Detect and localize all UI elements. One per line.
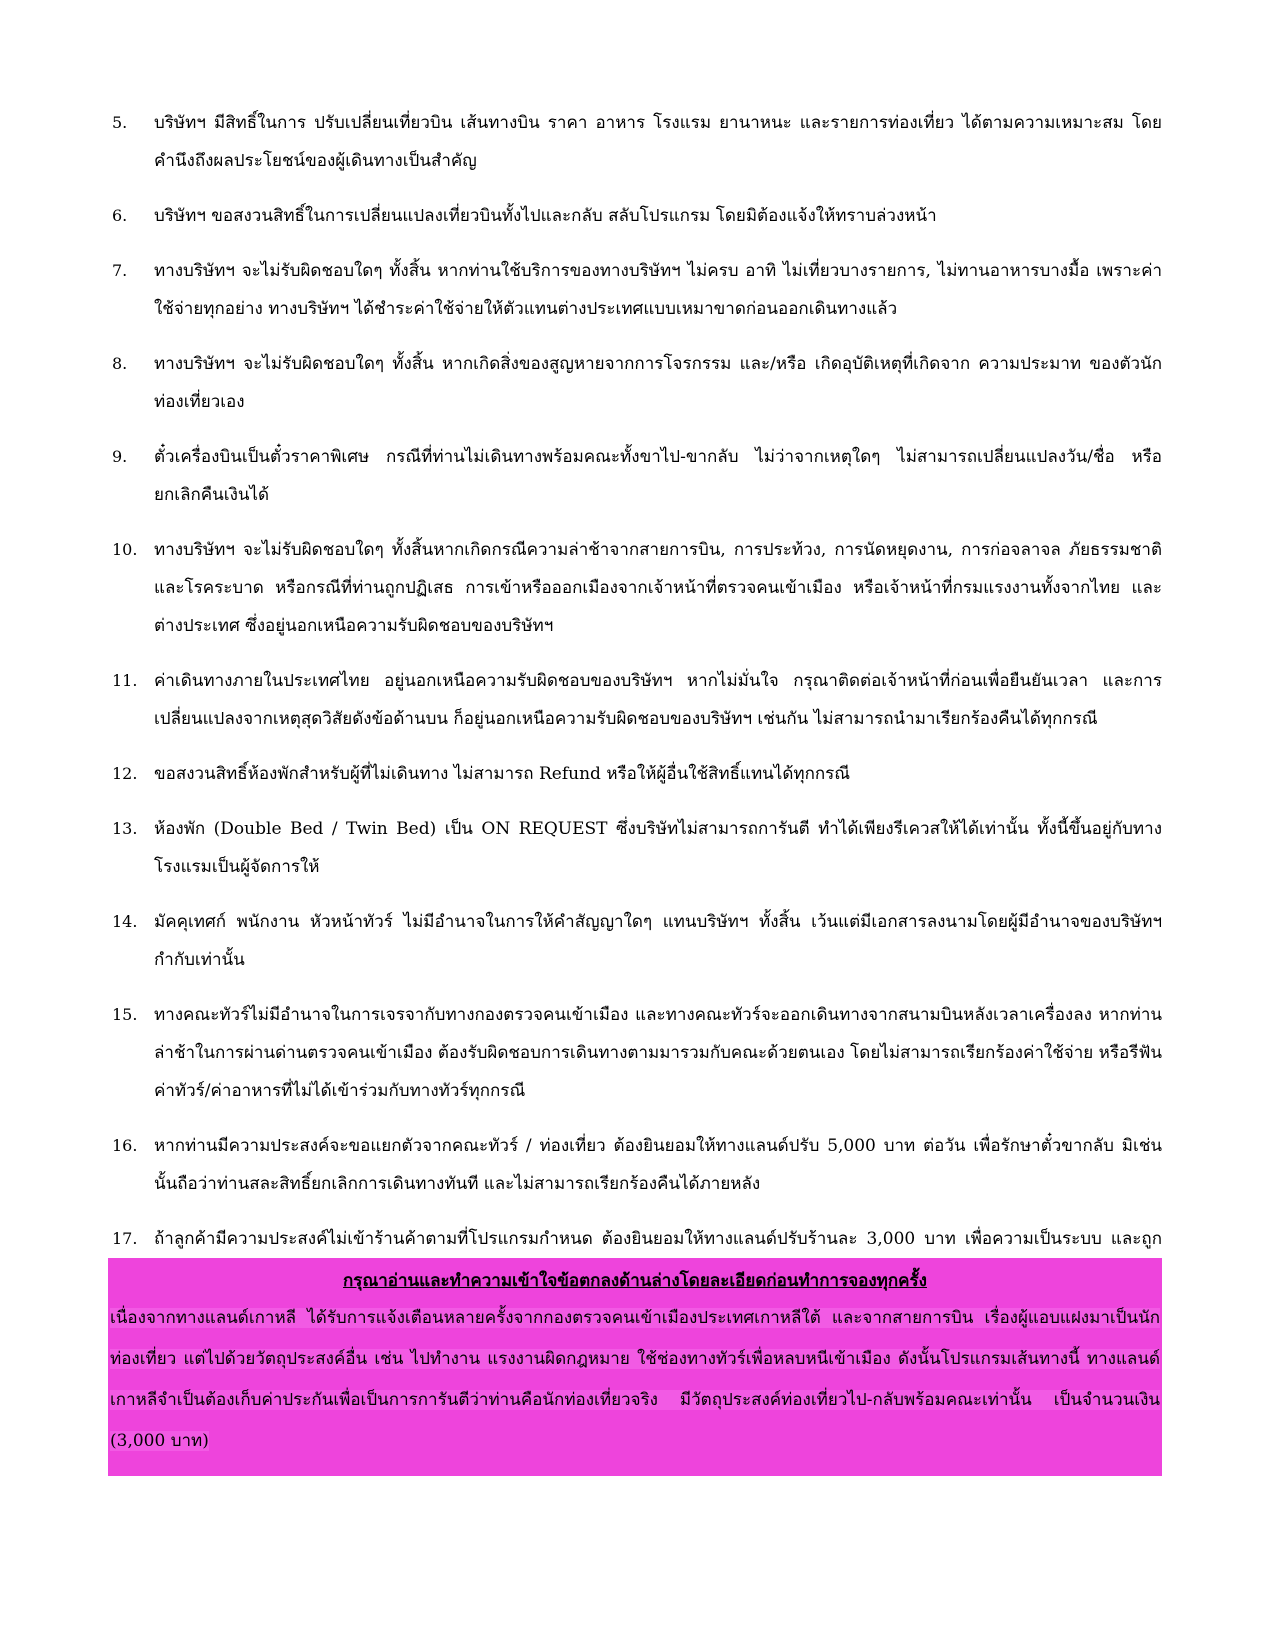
term-number: 6. <box>112 206 128 225</box>
term-text: มัคคุเทศก์ พนักงาน หัวหน้าทัวร์ ไม่มีอำนาจในการให้คำสัญญาใดๆ แทนบริษัทฯ ทั้งสิ้น เว้นแต่มีเอกสารลงนามโดยผู้มีอำนาจของบริษัทฯ กำกับเท่านั้น <box>154 912 1162 970</box>
term-item <box>112 996 1162 1110</box>
term-number: 8. <box>112 354 128 373</box>
term-item <box>112 104 1162 180</box>
term-item <box>112 810 1162 886</box>
term-number: 14. <box>112 912 138 931</box>
notice-body <box>110 1298 1160 1462</box>
term-item <box>112 755 1162 793</box>
term-text: ทางบริษัทฯ จะไม่รับผิดชอบใดๆ ทั้งสิ้น หากท่านใช้บริการของทางบริษัทฯ ไม่ครบ อาทิ ไม่เที่ยวบางรายการ, ไม่ทานอาหารบางมื้อ เพราะค่าใช้จ่ายทุกอย่าง ทางบริษัทฯ ได้ชำระค่าใช้จ่ายให้ตัวแทนต่างประเทศแบบเหมาขาดก่อนออกเดินทางแล้ว <box>154 261 1162 319</box>
term-item <box>112 197 1162 235</box>
term-item <box>112 531 1162 645</box>
term-number: 7. <box>112 261 128 280</box>
term-text: บริษัทฯ มีสิทธิ์ในการ ปรับเปลี่ยนเที่ยวบิน เส้นทางบิน ราคา อาหาร โรงแรม ยานาหนะ และรายการท่องเที่ยว ได้ตามความเหมาะสม โดยคำนึงถึงผลประโยชน์ของผู้เดินทางเป็นสำคัญ <box>154 113 1162 171</box>
term-text: ถ้าลูกค้ามีความประสงค์ไม่เข้าร้านค้าตามที่โปรแกรมกำหนด ต้องยินยอมให้ทางแลนด์ปรับร้านละ 3,000 บาท เพื่อความเป็นระบบ และถูก <box>154 1229 1162 1249</box>
term-text: ทางบริษัทฯ จะไม่รับผิดชอบใดๆ ทั้งสิ้นหากเกิดกรณีความล่าช้าจากสายการบิน, การประท้วง, การนัดหยุดงาน, การก่อจลาจล ภัยธรรมชาติ และโรคระบาด หรือกรณีที่ท่านถูกปฏิเสธ การเข้าหรือออกเมืองจากเจ้าหน้าที่ตรวจคนเข้าเมือง หรือเจ้าหน้าที่กรมแรงงานทั้งจากไทย และต่างประเทศ ซึ่งอยู่นอกเหนือความรับผิดชอบของบริษัทฯ <box>154 540 1162 636</box>
term-text: ตั๋วเครื่องบินเป็นตั๋วราคาพิเศษ กรณีที่ท่านไม่เดินทางพร้อมคณะทั้งขาไป-ขากลับ ไม่ว่าจากเหตุใดๆ ไม่สามารถเปลี่ยนแปลงวัน/ชื่อ หรือยกเลิกคืนเงินได้ <box>154 447 1162 505</box>
term-text: หากท่านมีความประสงค์จะขอแยกตัวจากคณะทัวร์ / ท่องเที่ยว ต้องยินยอมให้ทางแลนด์ปรับ 5,000 บาท ต่อวัน เพื่อรักษาตั๋วขากลับ มิเช่นนั้นถือว่าท่านสละสิทธิ์ยกเลิกการเดินทางทันที และไม่สามารถเรียกร้องคืนได้ภายหลัง <box>154 1136 1162 1194</box>
term-item <box>112 662 1162 738</box>
term-number: 9. <box>112 447 128 466</box>
notice-body-text: เนื่องจากทางแลนด์เกาหลี ได้รับการแจ้งเตือนหลายครั้งจากกองตรวจคนเข้าเมืองประเทศเกาหลีใต้ และจากสายการบิน เรื่องผู้แอบแฝงมาเป็นนักท่องเที่ยว แต่ไปด้วยวัตถุประสงค์อื่น เช่น ไปทำงาน แรงงานผิดกฎหมาย ใช้ช่องทางทัวร์เพื่อหลบหนีเข้าเมือง ดังนั้นโปรแกรมเส้นทางนี้ ทางแลนด์เกาหลีจำเป็นต้องเก็บค่าประกันเพื่อเป็นการการันตีว่าท่านคือนักท่องเที่ยวจริง มีวัตถุประสงค์ท่องเที่ยวไป-กลับพร้อมคณะเท่านั้น เป็นจำนวนเงิน (3,000 บาท) <box>110 1308 1160 1451</box>
term-item <box>112 903 1162 979</box>
term-text: ห้องพัก (Double Bed / Twin Bed) เป็น ON REQUEST ซึ่งบริษัทไม่สามารถการันตี ทำได้เพียงรีเควสให้ได้เท่านั้น ทั้งนี้ขึ้นอยู่กับทางโรงแรมเป็นผู้จัดการให้ <box>154 819 1162 877</box>
term-number: 16. <box>112 1136 138 1155</box>
term-text: บริษัทฯ ขอสงวนสิทธิ์ในการเปลี่ยนแปลงเที่ยวบินทั้งไปและกลับ สลับโปรแกรม โดยมิต้องแจ้งให้ทราบล่วงหน้า <box>154 206 937 226</box>
term-number: 12. <box>112 764 138 783</box>
term-text: ทางบริษัทฯ จะไม่รับผิดชอบใดๆ ทั้งสิ้น หากเกิดสิ่งของสูญหายจากการโจรกรรม และ/หรือ เกิดอุบัติเหตุที่เกิดจาก ความประมาท ของตัวนักท่องเที่ยวเอง <box>154 354 1162 412</box>
term-text: ขอสงวนสิทธิ์ห้องพักสำหรับผู้ที่ไม่เดินทาง ไม่สามารถ Refund หรือให้ผู้อื่นใช้สิทธิ์แทนได้ทุกกรณี <box>154 764 851 784</box>
term-item <box>112 252 1162 328</box>
terms-list <box>112 104 1162 1313</box>
notice-title: กรุณาอ่านและทำความเข้าใจข้อตกลงด้านล่างโดยละเอียดก่อนทำการจองทุกครั้ง <box>343 1271 927 1291</box>
term-item <box>112 345 1162 421</box>
term-number: 10. <box>112 540 138 559</box>
term-number: 13. <box>112 819 138 838</box>
term-number: 15. <box>112 1005 138 1024</box>
term-text: ค่าเดินทางภายในประเทศไทย อยู่นอกเหนือความรับผิดชอบของบริษัทฯ หากไม่มั่นใจ กรุณาติดต่อเจ้าหน้าที่ก่อนเพื่อยืนยันเวลา และการเปลี่ยนแปลงจากเหตุสุดวิสัยดังข้อด้านบน ก็อยู่นอกเหนือความรับผิดชอบของบริษัทฯ เช่นกัน ไม่สามารถนำมาเรียกร้องคืนได้ทุกกรณี <box>154 671 1162 729</box>
term-number: 5. <box>112 113 128 132</box>
term-item <box>112 1127 1162 1203</box>
booking-notice-box <box>108 1258 1162 1476</box>
term-number: 17. <box>112 1229 138 1248</box>
term-item <box>112 438 1162 514</box>
term-text: ทางคณะทัวร์ไม่มีอำนาจในการเจรจากับทางกองตรวจคนเข้าเมือง และทางคณะทัวร์จะออกเดินทางจากสนามบินหลังเวลาเครื่องลง หากท่านล่าช้าในการผ่านด่านตรวจคนเข้าเมือง ต้องรับผิดชอบการเดินทางตามมารวมกับคณะด้วยตนเอง โดยไม่สามารถเรียกร้องค่าใช้จ่าย หรือรีฟันค่าทัวร์/ค่าอาหารที่ไม่ได้เข้าร่วมกับทางทัวร์ทุกกรณี <box>154 1005 1162 1101</box>
term-number: 11. <box>112 671 138 690</box>
